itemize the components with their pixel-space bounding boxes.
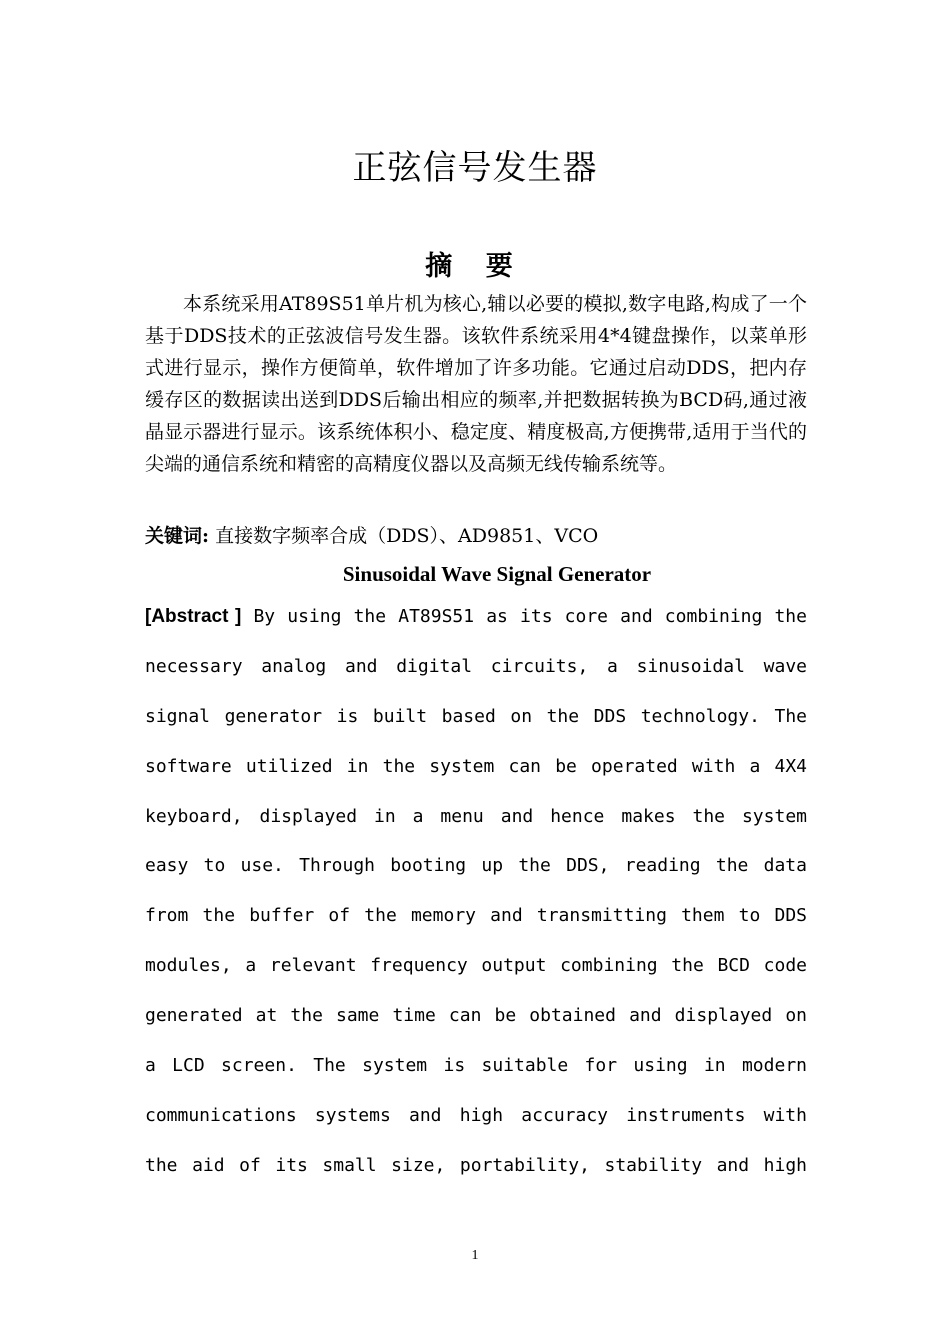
document-title: 正弦信号发生器 bbox=[352, 148, 598, 188]
english-abstract-line: necessary analog and digital circuits, a sinusoidal wave bbox=[145, 655, 807, 677]
english-abstract-line-text: By using the AT89S51 as its core and combining the bbox=[253, 606, 807, 627]
english-abstract-line: keyboard, displayed in a menu and hence makes the system bbox=[145, 805, 807, 827]
english-abstract-line: software utilized in the system can be operated with a 4X4 bbox=[145, 755, 807, 777]
english-abstract-line: easy to use. Through booting up the DDS, reading the data bbox=[145, 855, 807, 877]
english-abstract-line: modules, a relevant frequency output combining the BCD code bbox=[145, 955, 807, 977]
keywords-text: 直接数字频率合成（DDS）、AD9851、VCO bbox=[215, 525, 599, 547]
english-abstract-line: signal generator is built based on the DDS technology. The bbox=[145, 705, 807, 727]
english-abstract-line bbox=[145, 592, 807, 642]
english-abstract-line: a LCD screen. The system is suitable for using in modern bbox=[145, 1055, 807, 1077]
english-abstract-line: generated at the same time can be obtained and displayed on bbox=[145, 1005, 807, 1027]
english-abstract-line: communications systems and high accuracy instruments with bbox=[145, 1104, 807, 1126]
abstract-heading: 摘 要 bbox=[425, 251, 525, 282]
english-abstract-line: the aid of its small size, portability, stability and high bbox=[145, 1154, 807, 1176]
page-number: 1 bbox=[471, 1248, 479, 1263]
abstract-label: [Abstract ] bbox=[145, 606, 242, 627]
keywords-line bbox=[145, 522, 807, 550]
chinese-abstract-paragraph: 本系统采用AT89S51单片机为核心,辅以必要的模拟,数字电路,构成了一个基于DDS技术的正弦波信号发生器。该软件系统采用4*4键盘操作，以菜单形式进行显示，操作方便简单，软件增加了许多功能。它通过启动DDS，把内存缓存区的数据读出送到DDS后输出相应的频率,并把数据转换为BCD码,通过液晶显示器进行显示。该系统体积小、稳定度、精度极高,方便携带,适用于当代的尖端的通信系统和精密的高精度仪器以及高频无线传输系统等。 bbox=[145, 293, 807, 475]
english-title: Sinusoidal Wave Signal Generator bbox=[342, 562, 652, 586]
english-abstract-line: from the buffer of the memory and transmitting them to DDS bbox=[145, 905, 807, 927]
keywords-label: 关键词: bbox=[145, 525, 210, 547]
english-abstract-paragraph bbox=[145, 592, 807, 1191]
